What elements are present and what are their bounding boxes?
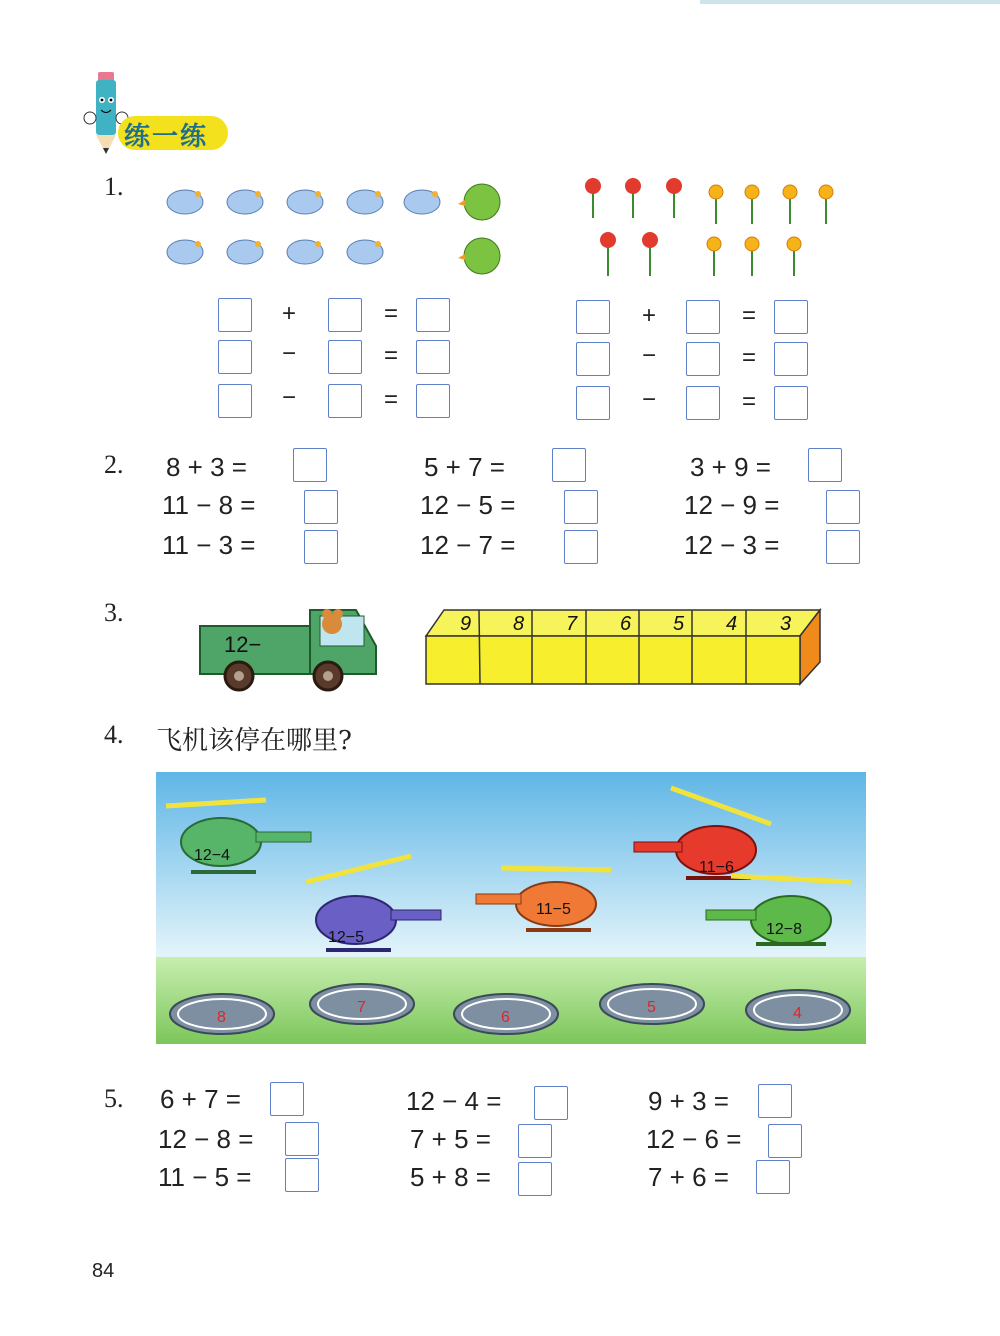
answer-box[interactable]: [686, 386, 720, 420]
answer-box[interactable]: [534, 1086, 568, 1120]
equals-sign: =: [742, 344, 757, 371]
equals-sign: =: [384, 300, 399, 327]
equation-text: 8 + 3 =: [166, 452, 247, 482]
equation-text: 5 + 8 =: [410, 1162, 491, 1192]
answer-box[interactable]: [564, 490, 598, 524]
answer-box[interactable]: [758, 1084, 792, 1118]
cube-number: 4: [726, 613, 738, 635]
cube-number: 9: [460, 613, 472, 635]
answer-box[interactable]: [218, 384, 252, 418]
answer-box[interactable]: [328, 298, 362, 332]
question-number-4: 4.: [104, 720, 124, 749]
equation-text: 9 + 3 =: [648, 1086, 729, 1116]
answer-box[interactable]: [768, 1124, 802, 1158]
top-rule: [700, 0, 1000, 4]
birds-illustration: [160, 176, 510, 280]
answer-box[interactable]: [304, 490, 338, 524]
equals-sign: =: [384, 342, 399, 369]
equation-text: 11 − 5 =: [158, 1162, 252, 1192]
answer-box[interactable]: [808, 448, 842, 482]
equation-text: 7 + 5 =: [410, 1124, 491, 1154]
pad-number: 7: [357, 999, 366, 1016]
answer-box[interactable]: [576, 342, 610, 376]
truck-label: 12−: [224, 632, 262, 657]
flowers-illustration: [576, 176, 846, 286]
equation-text: 7 + 6 =: [648, 1162, 729, 1192]
equation-text: 12 − 8 =: [158, 1124, 254, 1154]
helicopter-label: 12−5: [328, 929, 365, 946]
answer-box[interactable]: [756, 1160, 790, 1194]
question-number-5: 5.: [104, 1084, 124, 1113]
equation-text: 12 − 3 =: [684, 530, 780, 560]
equals-sign: =: [384, 386, 399, 413]
equation-text: 5 + 7 =: [424, 452, 505, 482]
answer-box[interactable]: [416, 384, 450, 418]
equals-sign: =: [742, 302, 757, 329]
answer-box[interactable]: [293, 448, 327, 482]
equation-text: 3 + 9 =: [690, 452, 771, 482]
helicopter-label: 12−4: [194, 847, 231, 864]
equation-text: 12 − 7 =: [420, 530, 516, 560]
answer-box[interactable]: [328, 340, 362, 374]
question-text: 飞机该停在哪里?: [156, 726, 352, 756]
minus-sign: −: [642, 342, 657, 369]
pad-number: 6: [501, 1009, 510, 1026]
minus-sign: −: [282, 340, 297, 367]
equation-text: 11 − 8 =: [162, 490, 256, 520]
answer-box[interactable]: [686, 300, 720, 334]
answer-box[interactable]: [416, 298, 450, 332]
question-number-1: 1.: [104, 172, 124, 201]
pad-number: 8: [217, 1009, 226, 1026]
question-number-2: 2.: [104, 450, 124, 479]
pencil-mascot-icon: [80, 70, 130, 160]
answer-box[interactable]: [826, 530, 860, 564]
answer-box[interactable]: [774, 300, 808, 334]
answer-box[interactable]: [576, 386, 610, 420]
pad-number: 5: [647, 999, 656, 1016]
answer-box[interactable]: [774, 386, 808, 420]
minus-sign: −: [282, 384, 297, 411]
equation-text: 6 + 7 =: [160, 1084, 241, 1114]
answer-box[interactable]: [285, 1158, 319, 1192]
number-cube-strip: [424, 604, 830, 686]
answer-box[interactable]: [774, 342, 808, 376]
plus-sign: +: [282, 300, 297, 327]
cube-number: 3: [780, 613, 792, 635]
answer-box[interactable]: [328, 384, 362, 418]
page-number: 84: [92, 1260, 115, 1282]
answer-box[interactable]: [270, 1082, 304, 1116]
equals-sign: =: [742, 388, 757, 415]
helicopter-label: 11−5: [536, 901, 571, 918]
equation-text: 12 − 9 =: [684, 490, 780, 520]
cube-number: 6: [620, 613, 632, 635]
section-title: 练一练: [124, 122, 209, 152]
pad-number: 4: [793, 1005, 802, 1022]
answer-box[interactable]: [218, 340, 252, 374]
answer-box[interactable]: [304, 530, 338, 564]
question-number-3: 3.: [104, 598, 124, 627]
minus-sign: −: [642, 386, 657, 413]
answer-box[interactable]: [285, 1122, 319, 1156]
equation-text: 12 − 4 =: [406, 1086, 502, 1116]
answer-box[interactable]: [518, 1124, 552, 1158]
equation-text: 12 − 5 =: [420, 490, 516, 520]
answer-box[interactable]: [564, 530, 598, 564]
answer-box[interactable]: [416, 340, 450, 374]
equation-text: 11 − 3 =: [162, 530, 256, 560]
helicopter-label: 12−8: [766, 921, 803, 938]
cube-number: 8: [513, 613, 525, 635]
helicopter-label: 11−6: [699, 859, 734, 876]
helicopter-scene: [156, 772, 866, 1044]
answer-box[interactable]: [552, 448, 586, 482]
answer-box[interactable]: [576, 300, 610, 334]
answer-box[interactable]: [686, 342, 720, 376]
answer-box[interactable]: [518, 1162, 552, 1196]
answer-box[interactable]: [826, 490, 860, 524]
cube-number: 5: [673, 613, 685, 635]
plus-sign: +: [642, 302, 657, 329]
answer-box[interactable]: [218, 298, 252, 332]
equation-text: 12 − 6 =: [646, 1124, 742, 1154]
truck-illustration: [196, 600, 386, 692]
cube-number: 7: [566, 613, 578, 635]
